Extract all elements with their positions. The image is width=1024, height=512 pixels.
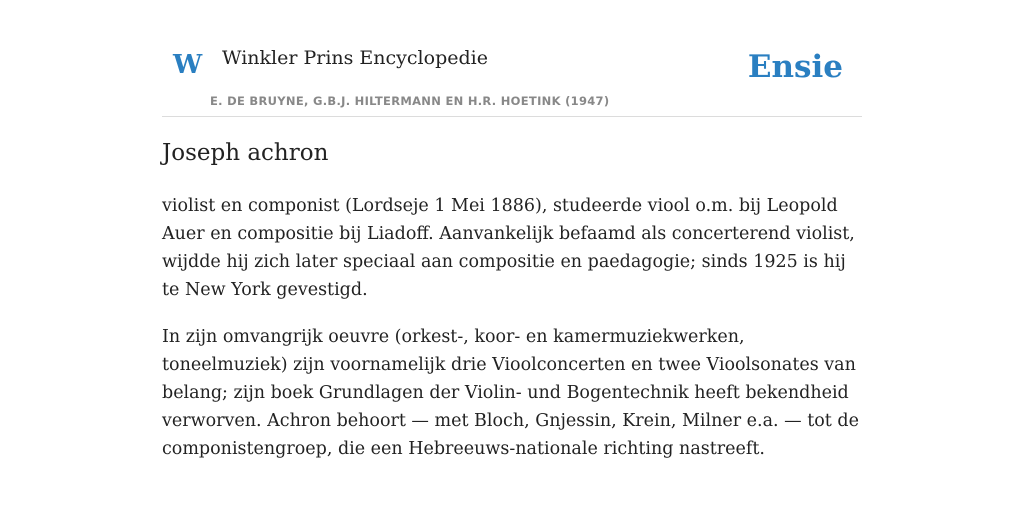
book-authors: E. DE BRUYNE, G.B.J. HILTERMANN EN H.R. HOETINK (1947)	[210, 94, 610, 108]
winkler-prins-logo[interactable]: W	[173, 50, 203, 80]
article-paragraph-2: In zijn omvangrijk oeuvre (orkest-, koor- en kamermuziekwerken, toneelmuziek) zijn voornamelijk drie Vioolconcerten en twee Vioolsonates van belang; zijn boek Grundlagen der Violin- und Bogentechnik heeft bekendheid verworven. Achron behoort — met Bloch, Gnjessin, Krein, Milner e.a. — tot de componistengroep, die een Hebreeuws-nationale richting nastreeft.	[162, 327, 859, 459]
article-body	[162, 192, 862, 482]
ensie-logo[interactable]: Ensie	[747, 49, 843, 85]
book-title[interactable]: Winkler Prins Encyclopedie	[222, 47, 488, 69]
header	[162, 0, 862, 117]
article-title: Joseph achron	[162, 140, 329, 166]
article-paragraph-1: violist en componist (Lordseje 1 Mei 1886), studeerde viool o.m. bij Leopold Auer en compositie bij Liadoff. Aanvankelijk befaamd als concerterend violist, wijdde hij zich later speciaal aan compositie en paedagogie; sinds 1925 is hij te New York gevestigd.	[162, 196, 855, 300]
